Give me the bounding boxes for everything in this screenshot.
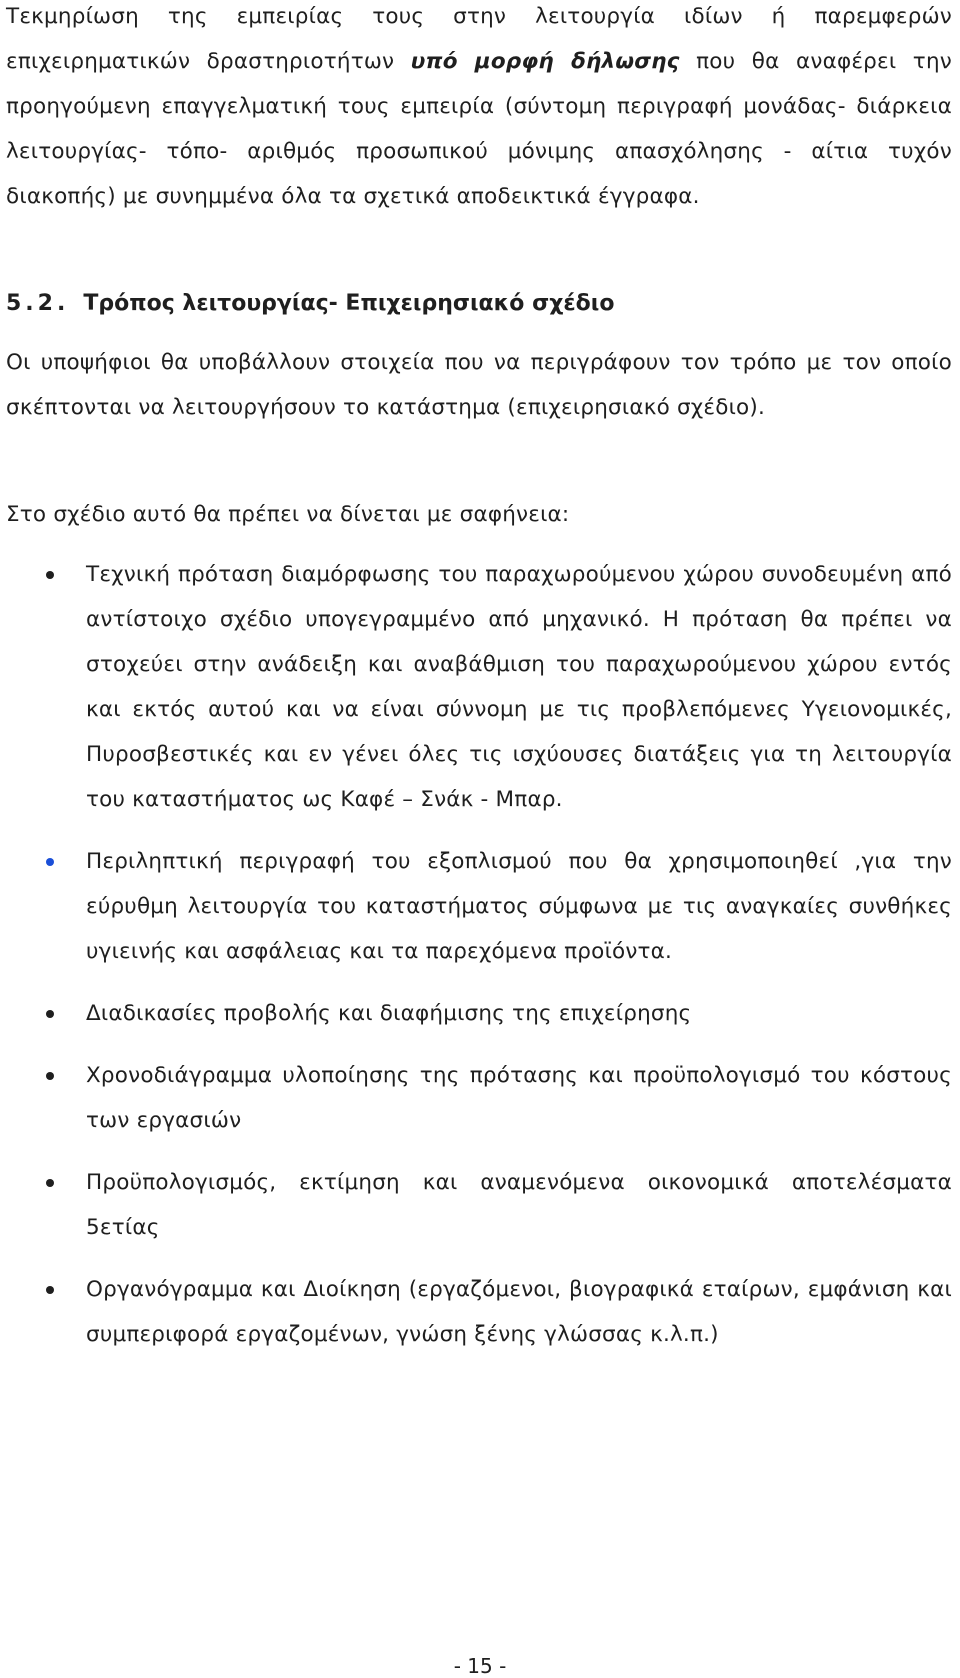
list-item <box>0 1267 960 1357</box>
list-item <box>0 552 960 822</box>
list-item-text: Οργανόγραμμα και Διοίκηση (εργαζόμενοι, βιογραφικά εταίρων, εμφάνιση και συμπεριφορά εργαζομένων, γνώση ξένης γλώσσας κ.λ.π.) <box>86 1277 952 1347</box>
list-item <box>0 1053 960 1143</box>
bullet-icon <box>46 571 54 579</box>
paragraph-requirements-intro: Στο σχέδιο αυτό θα πρέπει να δίνεται με σαφήνεια: <box>6 502 570 527</box>
bullet-icon <box>46 1179 54 1187</box>
list-item <box>0 991 960 1036</box>
section-heading <box>6 281 614 326</box>
list-item-text: Τεχνική πρόταση διαμόρφωσης του παραχωρούμενου χώρου συνοδευμένη από αντίστοιχο σχέδιο υπογεγραμμένο από μηχανικό. Η πρόταση θα πρέπει να στοχεύει στην ανάδειξη και αναβάθμιση του παραχωρούμενου χώρου εντός και εκτός αυτού και να είναι σύννομη με τις προβλεπόμενες Υγειονομικές, Πυροσβεστικές και εν γένει όλες τις ισχύουσες διατάξεις για τη λειτουργία του καταστήματος ως Καφέ – Σνάκ - Μπαρ. <box>86 562 952 812</box>
list-item-text: Περιληπτική περιγραφή του εξοπλισμού που θα χρησιμοποιηθεί ,για την εύρυθμη λειτουργία του καταστήματος σύμφωνα με τις αναγκαίες συνθήκες υγιεινής και ασφάλειας και τα παρεχόμενα προϊόντα. <box>86 849 952 964</box>
list-item-text: Χρονοδιάγραμμα υλοποίησης της πρότασης και προϋπολογισμό του κόστους των εργασιών <box>86 1063 952 1133</box>
section-title: Τρόπος λειτουργίας- Επιχειρησιακό σχέδιο <box>83 291 615 316</box>
intro-paragraph <box>6 0 952 219</box>
list-item <box>0 839 960 974</box>
list-item <box>0 1160 960 1250</box>
paragraph-description: Οι υποψήφιοι θα υποβάλλουν στοιχεία που να περιγράφουν τον τρόπο με τον οποίο σκέπτονται να λειτουργήσουν το κατάστημα (επιχειρησιακό σχέδιο). <box>6 350 952 420</box>
bullet-icon <box>46 858 54 866</box>
intro-text-before: Τεκμηρίωση της εμπειρίας τους στην λειτουργία ιδίων ή παρεμφερών επιχειρηματικών δραστηριοτήτων <box>6 4 952 74</box>
intro-emphasis: υπό μορφή δήλωσης <box>410 49 680 74</box>
bullet-icon <box>46 1010 54 1018</box>
bullet-icon <box>46 1072 54 1080</box>
list-item-text: Διαδικασίες προβολής και διαφήμισης της επιχείρησης <box>86 1001 692 1026</box>
section-number: 5.2. <box>6 291 70 316</box>
requirements-list <box>0 552 960 1357</box>
bullet-icon <box>46 1286 54 1294</box>
list-item-text: Προϋπολογισμός, εκτίμηση και αναμενόμενα οικονομικά αποτελέσματα 5ετίας <box>86 1170 952 1240</box>
intro-text-after: που θα αναφέρει την προηγούμενη επαγγελματική τους εμπειρία (σύντομη περιγραφή μονάδας- διάρκεια λειτουργίας- τόπο- αριθμός προσωπικού μόνιμης απασχόλησης - αίτια τυχόν διακοπής) με συνημμένα όλα τα σχετικά αποδεικτικά έγγραφα. <box>6 49 952 209</box>
page-number: - 15 - <box>453 1654 507 1678</box>
